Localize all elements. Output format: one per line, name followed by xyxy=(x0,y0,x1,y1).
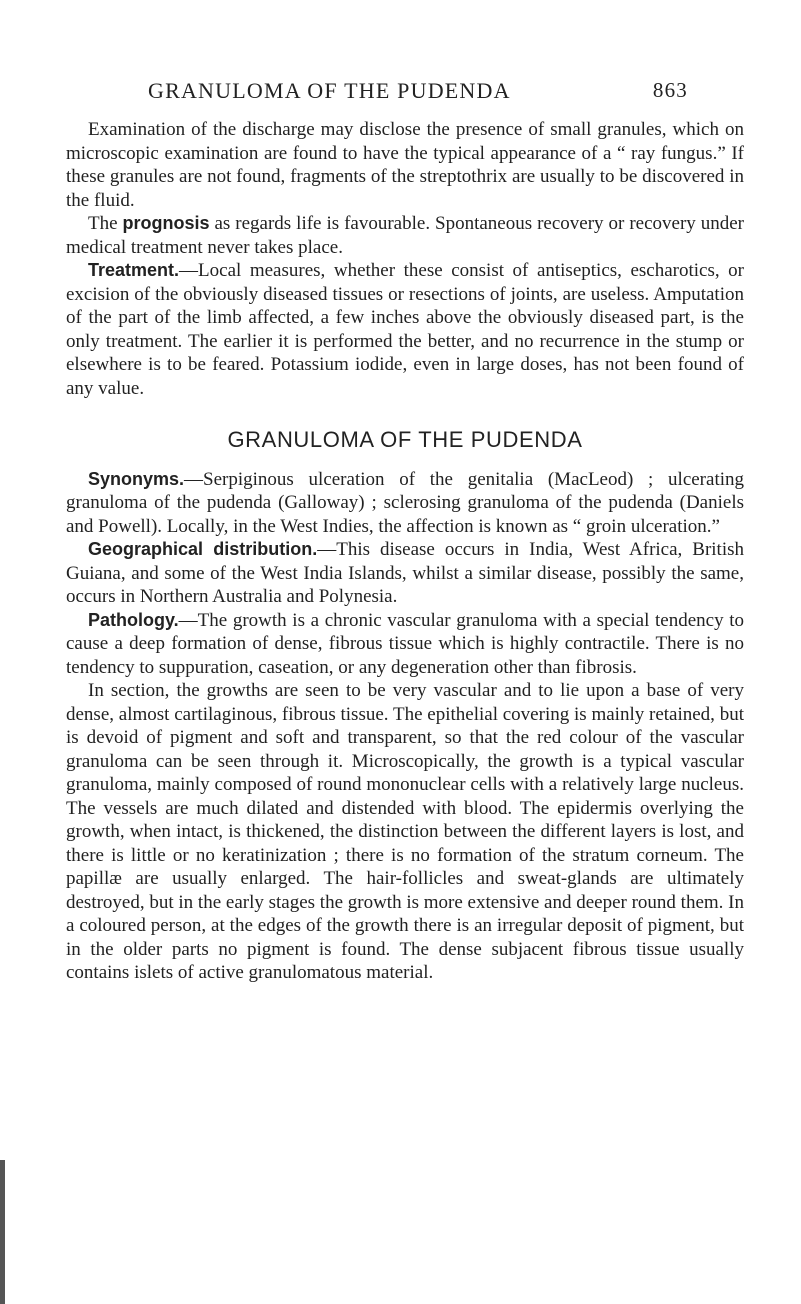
section-heading: GRANULOMA OF THE PUDENDA xyxy=(227,427,583,452)
treatment-keyword: Treatment. xyxy=(88,260,180,280)
paragraph-synonyms xyxy=(66,468,744,539)
prognosis-pre: The xyxy=(88,213,123,234)
pathology-text: —The growth is a chronic vascular granuloma with a special tendency to cause a deep formation of dense, fibrous tissue which is highly contractile. There is no tendency to suppuration, caseation, or any degeneration other than fibrosis. xyxy=(66,609,744,678)
page-number: 863 xyxy=(652,78,688,102)
treatment-text: —Local measures, whether these consist of antiseptics, escharotics, or excision of the obviously diseased tissues or resections of joints, are useless. Amputation of the part of the limb affected, a few inches above the obviously diseased part, is the only treatment. The earlier it is performed the better, and no recurrence in the stump or elsewhere is to be feared. Potassium iodide, even in large doses, has not been found of any value. xyxy=(66,260,744,399)
paragraph-discharge: Examination of the discharge may disclose the presence of small granules, which on microscopic examination are found to have the typical appearance of a “ ray fungus.” If these granules are not found, fragments of the streptothrix are usually to be discovered in the fluid. xyxy=(66,119,744,211)
running-head-title: GRANULOMA OF THE PUDENDA xyxy=(148,78,511,103)
page-edge-shadow xyxy=(0,1160,5,1304)
paragraph-treatment xyxy=(66,259,744,400)
running-head xyxy=(148,78,688,114)
paragraph-pathology xyxy=(66,609,744,680)
body-text xyxy=(66,118,744,985)
distribution-keyword: Geographical distribution. xyxy=(88,539,318,559)
paragraph-distribution xyxy=(66,538,744,609)
paragraph-section-description: In section, the growths are seen to be very vascular and to lie upon a base of very dense, almost cartilaginous, fibrous tissue. The epithelial covering is mainly retained, but is devoid of pigment and soft and transparent, so that the red colour of the vascular granuloma can be seen through it. Microscopically, the growth is a typical vascular granuloma, mainly composed of round mononuclear cells with a relatively large nucleus. The vessels are much dilated and distended with blood. The epidermis overlying the growth, when intact, is thickened, the distinction between the different layers is lost, and there is little or no keratinization ; there is no formation of the stratum corneum. The papillæ are usually enlarged. The hair-follicles and sweat-glands are ultimately destroyed, but in the early stages the growth is more extensive and deeper round them. In a coloured person, at the edges of the growth there is an irregular deposit of pigment, but in the older parts no pigment is found. The dense subjacent fibrous tissue usually contains islets of active granulomatous material. xyxy=(66,680,744,983)
prognosis-text: as regards life is favourable. Spontaneous recovery or recovery under medical treatment never takes place. xyxy=(66,213,744,258)
distribution-text: —This disease occurs in India, West Africa, British Guiana, and some of the West India Islands, whilst a similar disease, possibly the same, occurs in Northern Australia and Polynesia. xyxy=(66,539,744,607)
synonyms-keyword: Synonyms. xyxy=(88,468,185,489)
pathology-keyword: Pathology. xyxy=(88,609,179,630)
paragraph-prognosis xyxy=(66,212,744,259)
prognosis-keyword: prognosis xyxy=(122,213,210,233)
synonyms-text: —Serpiginous ulceration of the genitalia (MacLeod) ; ulcerating granuloma of the pudenda (Galloway) ; sclerosing granuloma of the pudenda (Daniels and Powell). Locally, in the West Indies, the affection is known as “ groin ulceration.” xyxy=(66,468,744,537)
